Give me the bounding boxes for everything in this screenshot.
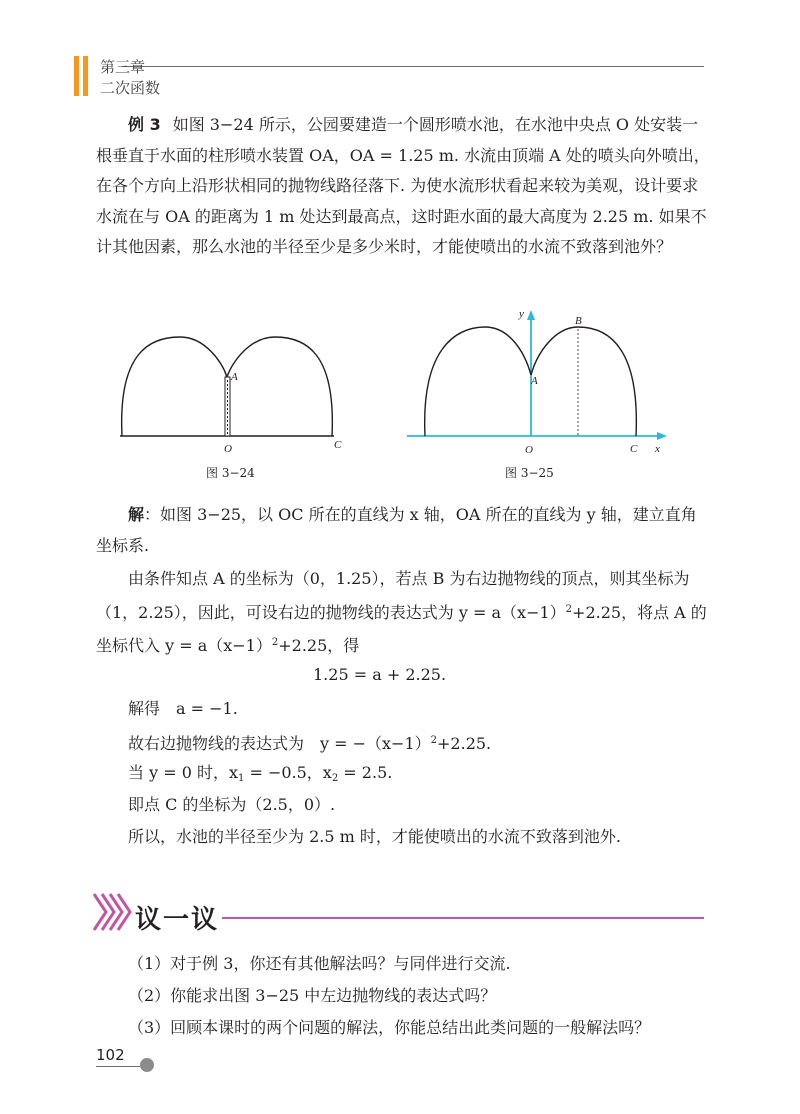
conclusion-line: 所以，水池的半径至少为 2.5 m 时，才能使喷出的水流不致落到池外. xyxy=(128,827,621,846)
header-bar-1 xyxy=(74,56,79,96)
page-number: 102 xyxy=(96,1046,125,1064)
fig24-left-arc xyxy=(122,337,227,436)
expression-b: +2.25. xyxy=(437,734,492,753)
subscript-1: 1 xyxy=(238,773,245,784)
example-label: 例 3 xyxy=(128,115,161,134)
subscript-2: 2 xyxy=(331,773,339,784)
solution-p2-c: +2.25，得 xyxy=(278,636,360,655)
discuss-question-1: （1）对于例 3，你还有其他解法吗？与同伴进行交流. xyxy=(128,954,511,973)
fig24-label-C: C xyxy=(334,439,342,451)
solved-line: 解得 a = −1. xyxy=(128,699,238,718)
discuss-rule xyxy=(222,917,704,919)
discuss-arrows-icon xyxy=(92,890,132,934)
exponent-2: 2 xyxy=(565,603,573,615)
fig25-label-y: y xyxy=(519,308,524,320)
discuss-question-2: （2）你能求出图 3−25 中左边抛物线的表达式吗？ xyxy=(128,986,497,1005)
zeros-c: = 2.5. xyxy=(338,763,393,782)
fig25-label-O: O xyxy=(525,444,533,456)
figure-3-24 xyxy=(110,322,360,472)
page-number-dot xyxy=(140,1058,154,1072)
page-number-rule xyxy=(96,1066,140,1067)
fig25-left-arc xyxy=(425,327,531,436)
fig25-y-arrow xyxy=(527,310,535,320)
zeros-b: = −0.5，x xyxy=(244,763,332,782)
solution-paragraph-2 xyxy=(96,564,710,662)
figure-3-25 xyxy=(405,305,675,460)
point-c-line: 即点 C 的坐标为（2.5，0）. xyxy=(128,795,336,814)
fig25-x-arrow xyxy=(657,432,667,440)
caption-3-24: 图 3−24 xyxy=(206,466,255,480)
exponent-2: 2 xyxy=(430,735,438,746)
caption-3-25: 图 3−25 xyxy=(505,466,554,480)
fig24-label-A: A xyxy=(231,371,238,383)
solution-p2-b: +2.25，将点 A 的坐标代入 y = a（x−1） xyxy=(96,602,707,655)
discuss-title: 议一议 xyxy=(135,905,220,935)
chapter-subtitle: 二次函数 xyxy=(100,79,161,97)
fig25-label-A: A xyxy=(531,375,538,387)
solution-label: 解 xyxy=(128,505,145,524)
zeros-a: 当 y = 0 时，x xyxy=(128,763,238,782)
expression-a: 故右边抛物线的表达式为 y = −（x−1） xyxy=(128,734,431,753)
discuss-question-3: （3）回顾本课时的两个问题的解法，你能总结出此类问题的一般解法吗？ xyxy=(128,1018,651,1037)
header-rule xyxy=(122,66,704,67)
exponent-2: 2 xyxy=(271,637,279,648)
chapter-title: 第三章 xyxy=(100,58,146,76)
example-paragraph xyxy=(96,110,710,263)
fig25-label-C: C xyxy=(630,443,638,455)
solution-paragraph-1 xyxy=(96,500,710,561)
fig25-right-arc xyxy=(531,327,636,436)
fig24-label-O: O xyxy=(224,443,232,455)
fig24-right-arc xyxy=(227,337,332,436)
fig25-label-B: B xyxy=(575,315,582,327)
example-text: 如图 3−24 所示，公园要建造一个圆形喷水池，在水池中央点 O 处安装一根垂直于水面的柱形喷水装置 OA，OA = 1.25 m. 水流由顶端 A 处的喷头向外喷出，在各个方向上沿形状相同的抛物线路径落下. 为使水流形状看起来较为美观，设计要求水流在与 OA 的距离为 1 m 处达到最高点，这时距水面的最大高度为 2.25 m. 如果不计其他因素，那么水池的半径至少是多少米时，才能使喷出的水流不致落到池外？ xyxy=(96,115,710,256)
solution-p1: ：如图 3−25，以 OC 所在的直线为 x 轴，OA 所在的直线为 y 轴，建立直角坐标系. xyxy=(96,505,697,555)
zeros-line xyxy=(128,758,392,794)
solution-p2-a: 由条件知点 A 的坐标为（0，1.25），若点 B 为右边抛物线的顶点，则其坐标为（1，2.25），因此，可设右边的抛物线的表达式为 y = a（x−1） xyxy=(96,569,690,622)
equation-line: 1.25 = a + 2.25. xyxy=(313,665,447,684)
fig25-label-x: x xyxy=(655,443,660,455)
header-bar-2 xyxy=(83,56,88,96)
expression-line xyxy=(128,726,491,759)
